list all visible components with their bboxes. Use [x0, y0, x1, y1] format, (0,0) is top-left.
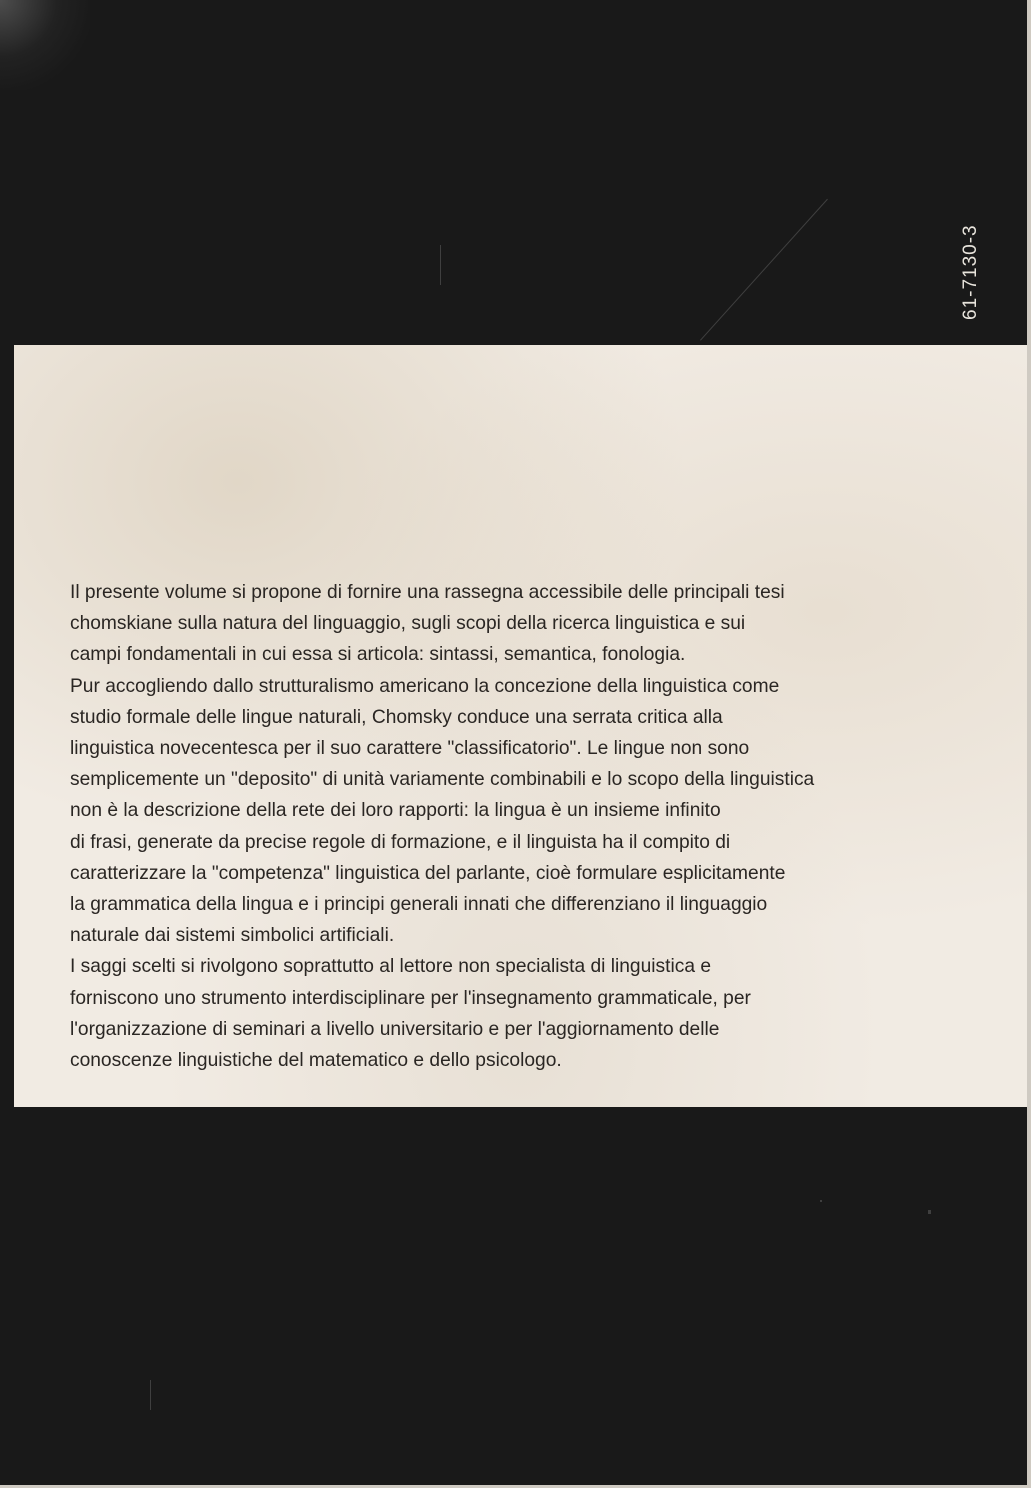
corner-wear: [0, 0, 90, 90]
scratch-mark: [150, 1380, 151, 1410]
blurb-line: Pur accogliendo dallo strutturalismo americano la concezione della linguistica come: [70, 675, 780, 697]
isbn-code-text: 61-7130-3: [960, 224, 981, 320]
blurb-line: l'organizzazione di seminari a livello universitario e per l'aggiornamento delle: [70, 1018, 720, 1040]
scratch-mark: [700, 199, 828, 341]
blurb-line: I saggi scelti si rivolgono soprattutto al lettore non specialista di linguistica e: [70, 956, 711, 978]
blurb-line: caratterizzare la "competenza" linguistica del parlante, cioè formulare esplicitamente: [70, 862, 786, 884]
blurb-text: [70, 577, 970, 1076]
blurb-line: linguistica novecentesca per il suo carattere "classificatorio". Le lingue non sono: [70, 738, 750, 760]
scratch-mark: [820, 1200, 822, 1202]
blurb-line: Il presente volume si propone di fornire una rassegna accessibile delle principali tesi: [70, 582, 785, 603]
scratch-mark: [928, 1210, 931, 1214]
blurb-line: semplicemente un "deposito" di unità variamente combinabili e lo scopo della linguistica: [70, 769, 815, 791]
blurb-line: conoscenze linguistiche del matematico e dello psicologo.: [70, 1050, 562, 1072]
blurb-line: chomskiane sulla natura del linguaggio, sugli scopi della ricerca linguistica e sui: [70, 613, 746, 635]
blurb-line: studio formale delle lingue naturali, Chomsky conduce una serrata critica alla: [70, 706, 723, 728]
blurb-paragraph-3: [70, 951, 970, 1076]
blurb-line: forniscono uno strumento interdisciplinare per l'insegnamento grammaticale, per: [70, 987, 751, 1009]
blurb-line: la grammatica della lingua e i principi generali innati che differenziano il linguaggio: [70, 894, 768, 916]
blurb-paragraph-2: [70, 671, 970, 952]
blurb-line: campi fondamentali in cui essa si articola: sintassi, semantica, fonologia.: [70, 644, 686, 666]
blurb-line: non è la descrizione della rete dei loro rapporti: la lingua è un insieme infinito: [70, 800, 721, 822]
blurb-line: naturale dai sistemi simbolici artificiali.: [70, 925, 395, 947]
page-edge-right: [1027, 0, 1031, 1488]
blurb-paragraph-1: [70, 577, 970, 671]
scratch-mark: [440, 245, 441, 285]
text-band: [14, 345, 1029, 1107]
blurb-line: di frasi, generate da precise regole di formazione, e il linguista ha il compito di: [70, 831, 731, 853]
